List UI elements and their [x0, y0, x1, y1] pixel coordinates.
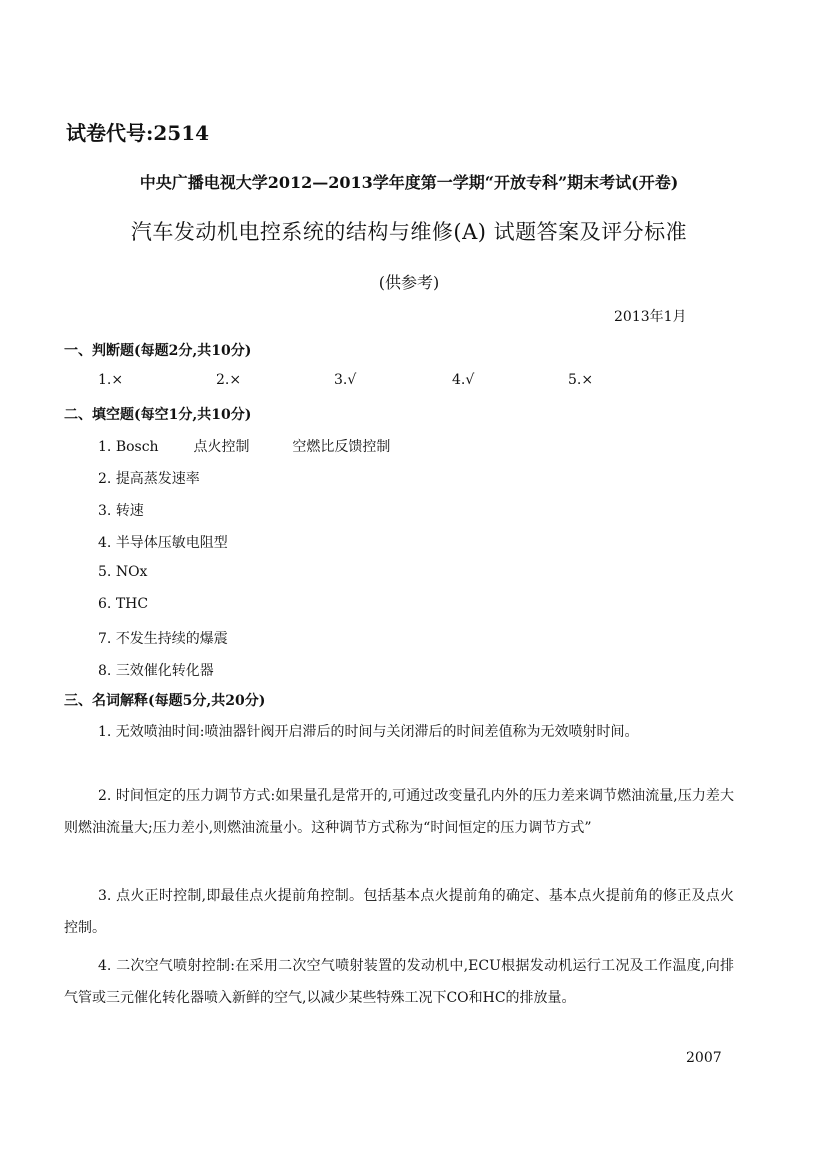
item-number: 8. [98, 663, 112, 679]
definition-paragraph: 3. 点火正时控制,即最佳点火提前角控制。包括基本点火提前角的确定、基本点火提前角的修正及点火控制。 [64, 888, 734, 936]
item-answer: 三效催化转化器 [115, 663, 214, 679]
course-title: 汽车发动机电控系统的结构与维修(A) 试题答案及评分标准 [130, 220, 688, 244]
answer-item: 2.× [216, 372, 242, 388]
definition-paragraph: 2. 时间恒定的压力调节方式:如果量孔是常开的,可通过改变量孔内外的压力差来调节燃油流量,压力差大则燃油流量大;压力差小,则燃油流量小。这种调节方式称为“时间恒定的压力调节方式” [64, 788, 734, 836]
list-item [98, 468, 200, 488]
list-item [98, 436, 390, 456]
item-number: 3. [98, 503, 112, 519]
item-number: 5. [98, 564, 112, 580]
exam-title: 中央广播电视大学2012—2013学年度第一学期“开放专科”期末考试(开卷) [139, 173, 679, 192]
list-item [98, 564, 147, 580]
section-heading-judgement: 一、判断题(每题2分,共10分) [64, 343, 252, 359]
item-number: 1. [98, 439, 112, 455]
item-number: 7. [98, 631, 112, 647]
list-item [98, 500, 144, 520]
item-number: 4. [98, 535, 112, 551]
item-number: 6. [98, 596, 112, 612]
list-item [98, 532, 228, 552]
item-answer: THC [115, 596, 149, 612]
answer-item: 1.× [98, 372, 124, 388]
answer-item: 4.√ [452, 372, 475, 388]
list-item [98, 660, 214, 680]
item-answer: 空燃比反馈控制 [292, 439, 391, 455]
answer-item: 3.√ [334, 372, 357, 388]
item-answer: 提高蒸发速率 [115, 471, 200, 487]
item-answer: Bosch [115, 439, 159, 455]
item-answer: 转速 [115, 503, 144, 519]
exam-code: 试卷代号:2514 [66, 121, 210, 145]
item-answer: 不发生持续的爆震 [115, 631, 228, 647]
section-heading-definitions: 三、名词解释(每题5分,共20分) [64, 693, 266, 709]
list-item [98, 596, 148, 612]
exam-date: 2013年1月 [614, 309, 687, 325]
answer-item: 5.× [568, 372, 594, 388]
definition-paragraph: 4. 二次空气喷射控制:在采用二次空气喷射装置的发动机中,ECU根据发动机运行工况及工作温度,向排气管或三元催化转化器喷入新鲜的空气,以减少某些特殊工况下CO和HC的排放量。 [64, 958, 734, 1006]
reference-note: (供参考) [378, 273, 440, 292]
item-answer: NOx [115, 564, 148, 580]
section-heading-fill-blank: 二、填空题(每空1分,共10分) [64, 407, 252, 423]
list-item [98, 628, 228, 648]
definition-paragraph: 1. 无效喷油时间:喷油器针阀开启滞后的时间与关闭滞后的时间差值称为无效喷射时间。 [98, 724, 639, 740]
item-answer: 点火控制 [193, 439, 250, 455]
page-number: 2007 [686, 1050, 722, 1066]
item-number: 2. [98, 471, 112, 487]
item-answer: 半导体压敏电阻型 [115, 535, 228, 551]
